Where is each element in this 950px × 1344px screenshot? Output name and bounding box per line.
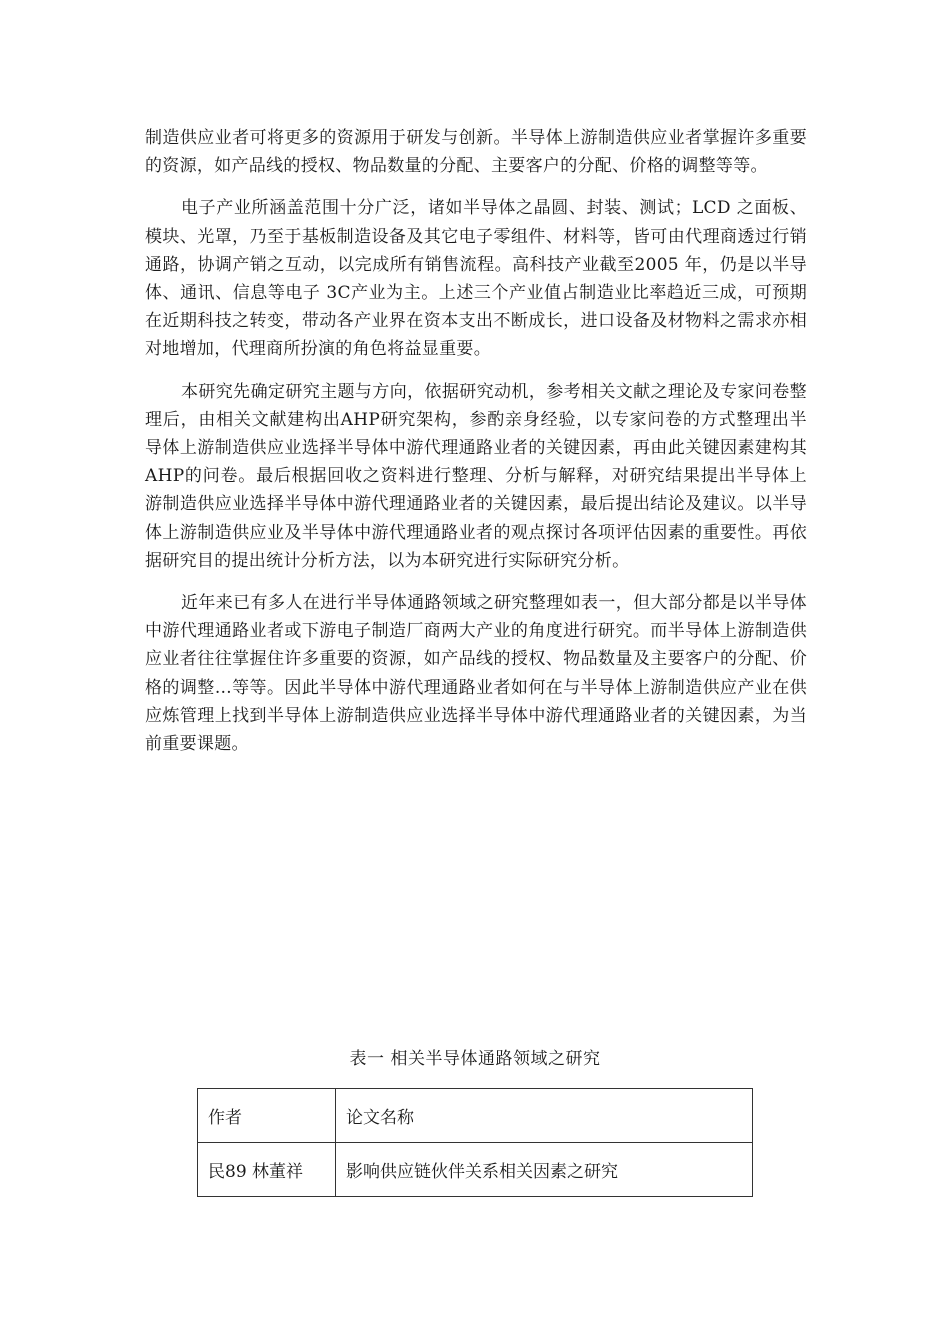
paragraph-electronics-industry: 电子产业所涵盖范围十分广泛，诸如半导体之晶圆、封装、测试；LCD 之面板、模块、光罩，乃至于基板制造设备及其它电子零组件、材料等，皆可由代理商透过行销通路，协调产销之互动，以完成所有销售流程。高科技产业截至2005 年，仍是以半导体、通讯、信息等电子 3C产业为主。上述三个产业值占制造业比率趋近三成，可预期在近期科技之转变，带动各产业界在资本支出不断成长，进口设备及材物料之需求亦相对地增加，代理商所扮演的角色将益显重要。 [145, 198, 807, 360]
cell-author: 民89 林董祥 [198, 1143, 336, 1197]
table-row [198, 1143, 753, 1197]
document-body [145, 124, 807, 758]
table-caption: 表一 相关半导体通路领域之研究 [349, 1049, 601, 1069]
header-paper-title: 论文名称 [336, 1089, 753, 1143]
paragraph-research-method: 本研究先确定研究主题与方向，依据研究动机，参考相关文献之理论及专家问卷整理后，由相关文献建构出AHP研究架构，参酌亲身经验，以专家问卷的方式整理出半导体上游制造供应业选择半导体中游代理通路业者的关键因素，再由此关键因素建构其AHP的问卷。最后根据回收之资料进行整理、分析与解释，对研究结果提出半导体上游制造供应业选择半导体中游代理通路业者的关键因素，最后提出结论及建议。以半导体上游制造供应业及半导体中游代理通路业者的观点探讨各项评估因素的重要性。再依据研究目的提出统计分析方法，以为本研究进行实际研究分析。 [145, 381, 807, 571]
related-research-table [197, 1088, 753, 1197]
header-author: 作者 [198, 1089, 336, 1143]
paragraph-literature-review: 近年来已有多人在进行半导体通路领域之研究整理如表一，但大部分都是以半导体中游代理通路业者或下游电子制造厂商两大产业的角度进行研究。而半导体上游制造供应业者往往掌握住许多重要的资源，如产品线的授权、物品数量及主要客户的分配、价格的调整…等等。因此半导体中游代理通路业者如何在与半导体上游制造供应产业在供应炼管理上找到半导体上游制造供应业选择半导体中游代理通路业者的关键因素，为当前重要课题。 [145, 593, 807, 755]
paragraph-continuation: 制造供应业者可将更多的资源用于研发与创新。半导体上游制造供应业者掌握许多重要的资源，如产品线的授权、物品数量的分配、主要客户的分配、价格的调整等等。 [145, 128, 807, 177]
cell-paper-title: 影响供应链伙伴关系相关因素之研究 [336, 1143, 753, 1197]
table-header-row [198, 1089, 753, 1143]
